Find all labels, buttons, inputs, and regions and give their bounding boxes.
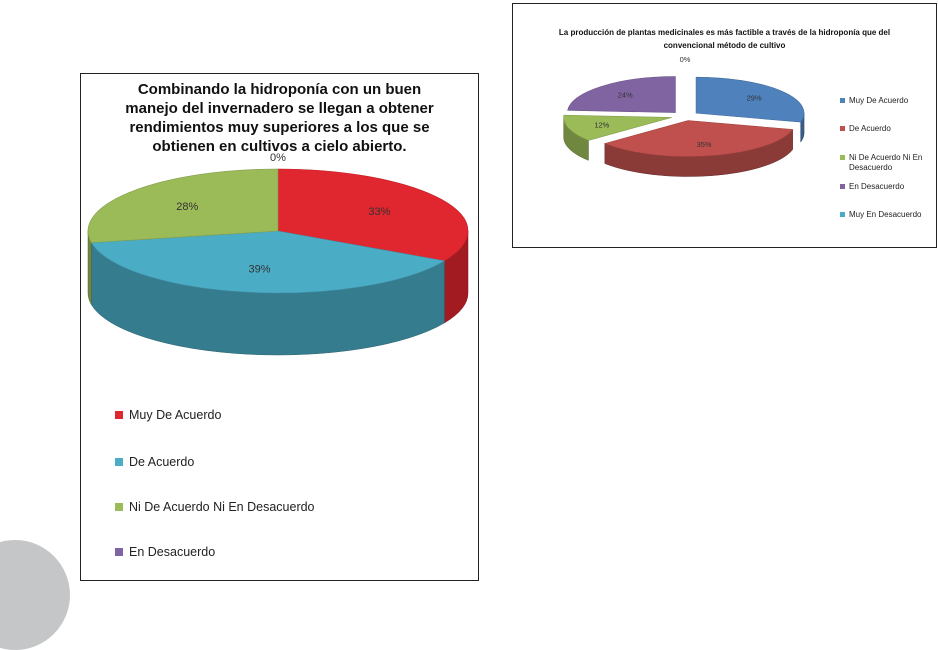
- legend-label: Ni De Acuerdo Ni En Desacuerdo: [849, 153, 923, 172]
- legend-item: [115, 454, 194, 470]
- legend-label: Muy En Desacuerdo: [849, 210, 922, 219]
- legend-item: [115, 499, 315, 515]
- data-label-0: 29%: [746, 93, 762, 103]
- legend-swatch: [840, 155, 845, 160]
- decorative-page-tab: [0, 540, 70, 650]
- legend-swatch: [840, 98, 845, 103]
- legend-swatch: [115, 458, 123, 466]
- legend-swatch: [840, 126, 845, 131]
- legend-label: Muy De Acuerdo: [849, 96, 909, 105]
- legend-swatch: [115, 503, 123, 511]
- legend-swatch: [840, 212, 845, 217]
- legend-label: En Desacuerdo: [849, 182, 905, 191]
- legend-item: [840, 153, 932, 173]
- data-label-3: 24%: [617, 90, 633, 100]
- chart-title: La producción de plantas medicinales es más factible a través de la hidroponía que del convencional método de cultivo: [558, 28, 891, 50]
- data-label-2: 12%: [594, 120, 610, 130]
- data-label-1: 39%: [248, 263, 271, 276]
- legend-swatch: [115, 548, 123, 556]
- legend-label: Ni De Acuerdo Ni En Desacuerdo: [129, 500, 315, 514]
- chart-title: Combinando la hidroponía con un buen manejo del invernadero se llegan a obtener rendimientos muy superiores a los que se obtienen en cultivos a cielo abierto.: [125, 81, 434, 155]
- legend-item: [840, 210, 932, 220]
- data-label-2: 28%: [176, 201, 199, 214]
- data-label-4: 0%: [679, 55, 691, 64]
- legend-item: [840, 96, 932, 106]
- data-label-1: 35%: [696, 139, 712, 149]
- legend-item: [840, 124, 932, 134]
- legend-label: De Acuerdo: [849, 124, 891, 133]
- legend-label: De Acuerdo: [129, 455, 195, 469]
- pie-chart-left: [80, 73, 479, 581]
- legend-swatch: [840, 184, 845, 189]
- pie-chart-right: [512, 3, 937, 248]
- legend-item: [840, 182, 932, 192]
- legend-label: Muy De Acuerdo: [129, 408, 222, 422]
- data-label-3: 0%: [270, 152, 286, 164]
- legend-item: [115, 407, 221, 423]
- data-label-0: 33%: [368, 206, 391, 219]
- legend-label: En Desacuerdo: [129, 545, 216, 559]
- legend-swatch: [115, 411, 123, 419]
- legend-item: [115, 544, 215, 560]
